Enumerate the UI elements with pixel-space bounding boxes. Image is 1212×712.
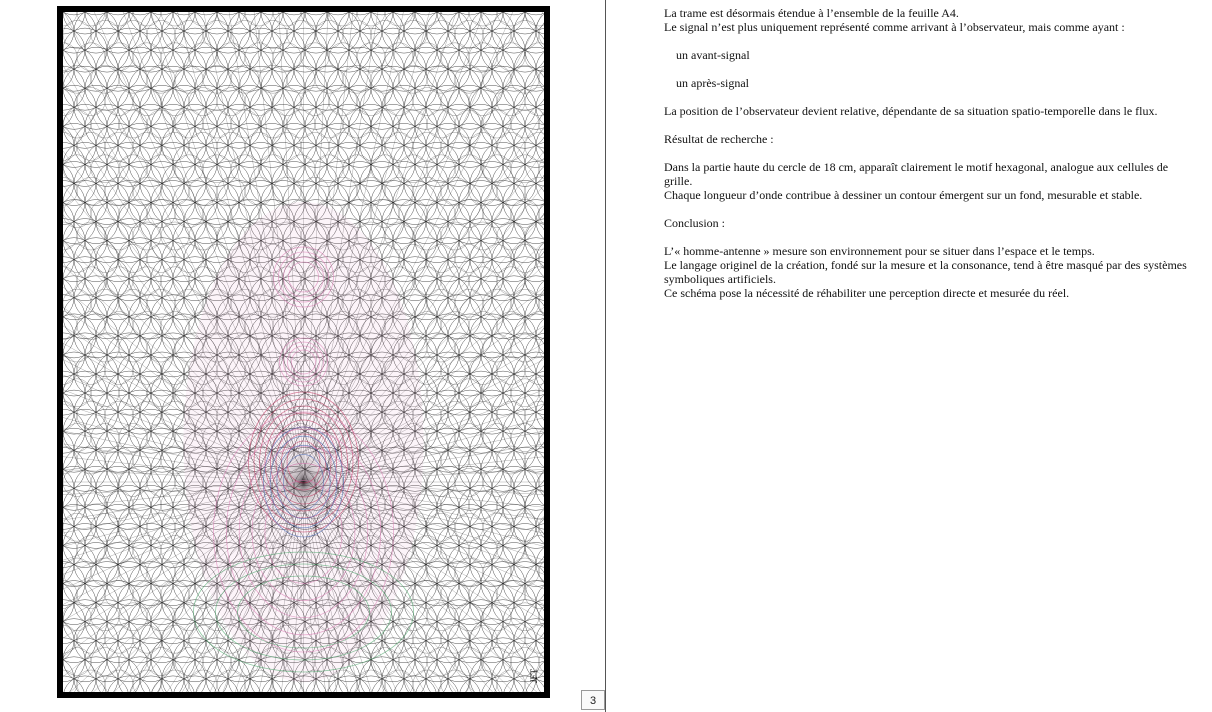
heading-conclusion: Conclusion : [664, 216, 726, 230]
paragraph-conclusion-line1: L’« homme-antenne » mesure son environnement pour se situer dans l’espace et le temps. [664, 244, 1095, 258]
heading-result: Résultat de recherche : [664, 132, 774, 146]
paragraph-conclusion-line3: Ce schéma pose la nécessité de réhabiliter une perception directe et mesurée du réel. [664, 286, 1070, 300]
svg-text:JFT: JFT [529, 668, 539, 684]
document-text [664, 6, 1194, 300]
paragraph-intro-line1: La trame est désormais étendue à l’ensemble de la feuille A4. [664, 6, 959, 20]
list-item-apres-signal: un après-signal [676, 76, 749, 90]
page-number-button[interactable]: 3 [581, 690, 605, 710]
artwork-image [63, 12, 544, 692]
artwork-frame [57, 6, 550, 698]
paragraph-intro-line2: Le signal n’est plus uniquement représenté comme arrivant à l’observateur, mais comme ayant : [664, 20, 1125, 34]
artwork-signature [529, 669, 539, 684]
paragraph-result-line2: Chaque longueur d’onde contribue à dessiner un contour émergent sur un fond, mesurable et stable. [664, 188, 1143, 202]
paragraph-observer: La position de l’observateur devient relative, dépendante de sa situation spatio-temporelle dans le flux. [664, 104, 1158, 118]
list-item-avant-signal: un avant-signal [676, 48, 750, 62]
artwork-central-wash [184, 202, 424, 682]
paragraph-result-line1: Dans la partie haute du cercle de 18 cm, apparaît clairement le motif hexagonal, analogue aux cellules de grille. [664, 160, 1169, 188]
paragraph-conclusion-line2: Le langage originel de la création, fondé sur la mesure et la consonance, tend à être masqué par des systèmes symboliques artificiels. [664, 258, 1187, 286]
